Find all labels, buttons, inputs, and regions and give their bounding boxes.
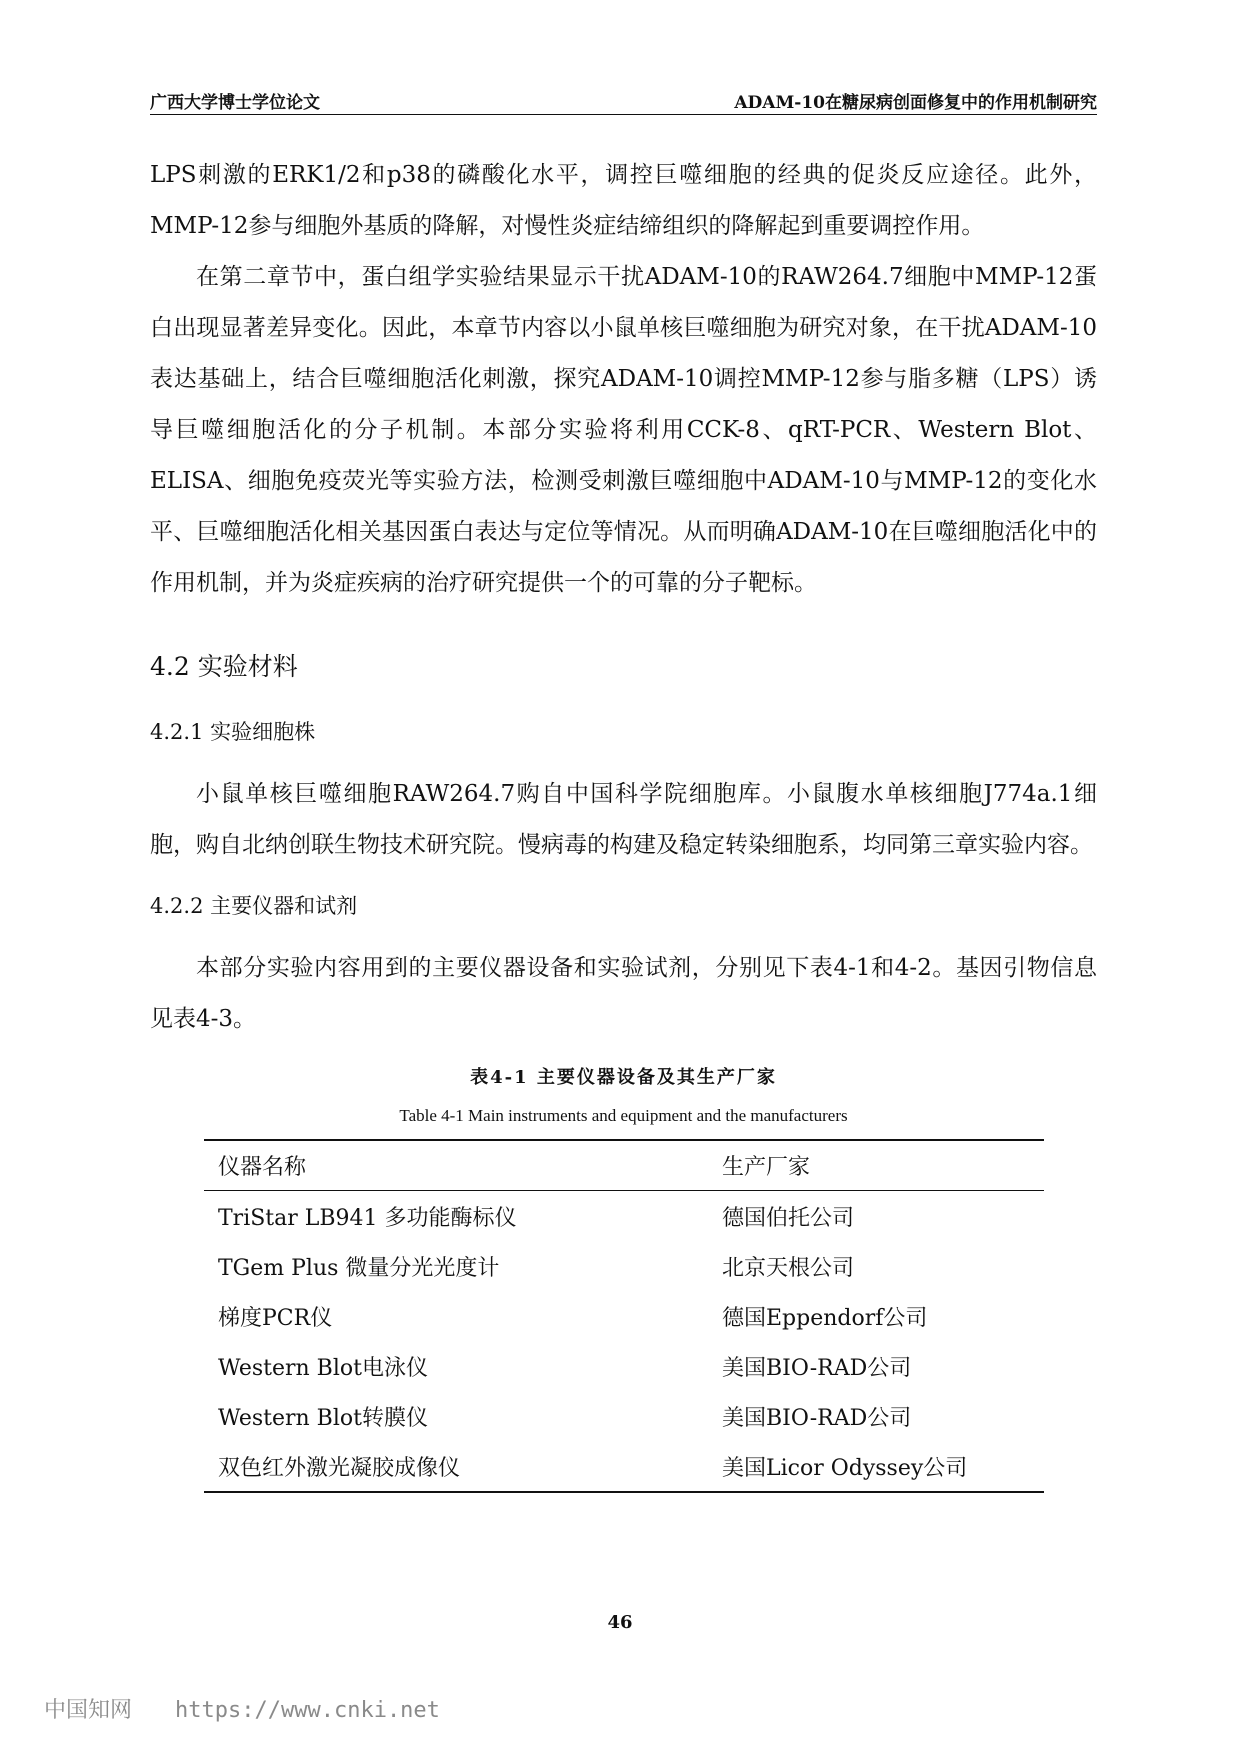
subsection-heading-4-2-2: 4.2.2 主要仪器和试剂 [150, 894, 358, 918]
table-cell-manufacturer: 德国伯托公司 [722, 1206, 855, 1231]
section-heading-4-2: 4.2 实验材料 [150, 652, 298, 681]
watermark-url: https://www.cnki.net [175, 1698, 440, 1723]
page-number: 46 [607, 1612, 633, 1633]
subsection-heading-4-2-1: 4.2.1 实验细胞株 [150, 720, 316, 744]
paragraph-cell-lines: 小鼠单核巨噬细胞RAW264.7购自中国科学院细胞库。小鼠腹水单核细胞J774a.1细胞，购自北纳创联生物技术研究院。慢病毒的构建及稳定转染细胞系，均同第三章实验内容。 [150, 781, 1097, 858]
paragraph-chapter-intro: 在第二章节中，蛋白组学实验结果显示干扰ADAM-10的RAW264.7细胞中MMP-12蛋白出现显著差异变化。因此，本章节内容以小鼠单核巨噬细胞为研究对象，在干扰ADAM-10表达基础上，结合巨噬细胞活化刺激，探究ADAM-10调控MMP-12参与脂多糖（LPS）诱导巨噬细胞活化的分子机制。本部分实验将利用CCK-8、qRT-PCR、Western Blot、ELISA、细胞免疫荧光等实验方法，检测受刺激巨噬细胞中ADAM-10与MMP-12的变化水平、巨噬细胞活化相关基因蛋白表达与定位等情况。从而明确ADAM-10在巨噬细胞活化中的作用机制，并为炎症疾病的治疗研究提供一个的可靠的分子靶标。 [150, 264, 1097, 596]
paragraph-instruments: 本部分实验内容用到的主要仪器设备和实验试剂，分别见下表4-1和4-2。基因引物信息见表4-3。 [150, 955, 1097, 1032]
table-row [204, 1291, 1044, 1341]
table-caption-en: Table 4-1 Main instruments and equipment and the manufacturers [399, 1106, 848, 1125]
table-cell-instrument: TriStar LB941 多功能酶标仪 [218, 1206, 517, 1231]
table-cell-manufacturer: 德国Eppendorf公司 [722, 1306, 928, 1331]
table-cell-manufacturer: 北京天根公司 [722, 1256, 855, 1281]
table-cell-instrument: Western Blot电泳仪 [218, 1356, 428, 1381]
table-row [204, 1341, 1044, 1391]
instruments-table [204, 1139, 1044, 1493]
header-chapter-title: ADAM-10在糖尿病创面修复中的作用机制研究 [734, 93, 1097, 113]
watermark-logo-text: 中国知网 [44, 1698, 133, 1723]
table-row [204, 1441, 1044, 1492]
table-cell-manufacturer: 美国BIO-RAD公司 [722, 1356, 912, 1381]
table-row [204, 1191, 1044, 1242]
table-cell-instrument: 双色红外激光凝胶成像仪 [204, 1441, 708, 1492]
running-header [150, 86, 1097, 115]
table-row [204, 1241, 1044, 1291]
page-body [150, 150, 1097, 1493]
header-thesis-title: 广西大学博士学位论文 [150, 93, 320, 113]
paragraph-continuation: LPS刺激的ERK1/2和p38的磷酸化水平，调控巨噬细胞的经典的促炎反应途径。此外，MMP-12参与细胞外基质的降解，对慢性炎症结缔组织的降解起到重要调控作用。 [150, 162, 1097, 239]
table-cell-manufacturer: 美国Licor Odyssey公司 [708, 1441, 1044, 1492]
table-cell-instrument: TGem Plus 微量分光光度计 [218, 1256, 500, 1281]
table-header-instrument: 仪器名称 [204, 1140, 708, 1191]
table-cell-instrument: Western Blot转膜仪 [218, 1406, 428, 1431]
cnki-watermark [44, 1693, 440, 1724]
table-row [204, 1391, 1044, 1441]
table-header-row [204, 1140, 1044, 1191]
table-caption-cn: 表4-1 主要仪器设备及其生产厂家 [470, 1067, 777, 1088]
table-cell-instrument: 梯度PCR仪 [218, 1306, 333, 1331]
table-cell-manufacturer: 美国BIO-RAD公司 [722, 1406, 912, 1431]
table-header-manufacturer: 生产厂家 [708, 1140, 1044, 1191]
